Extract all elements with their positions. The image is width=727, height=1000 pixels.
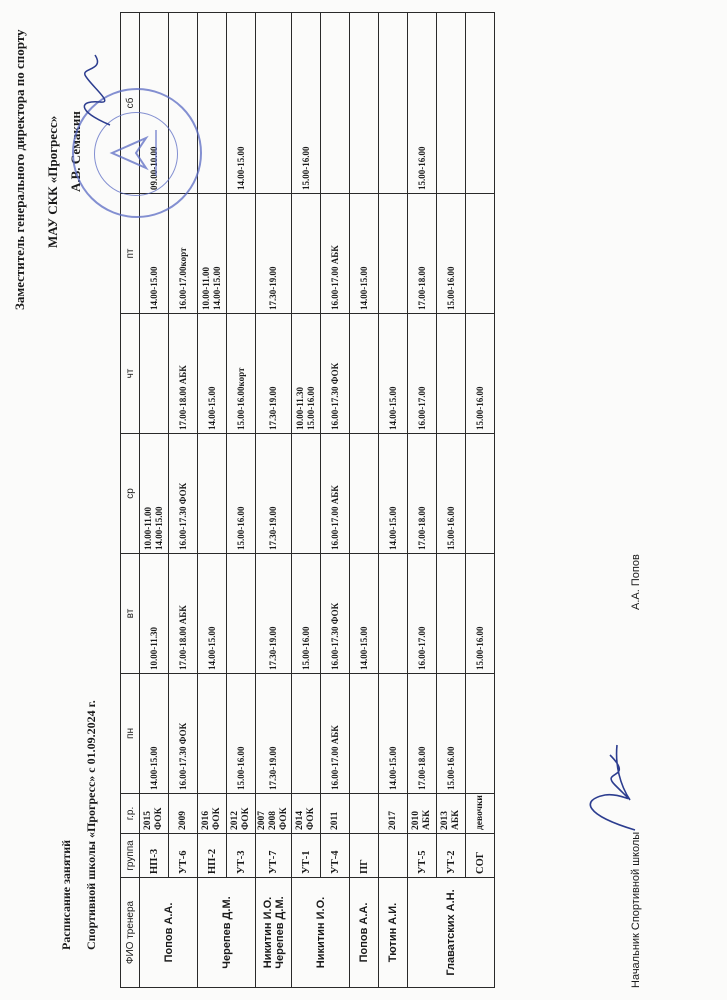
mon-cell: 15.00-16.00 [437,674,466,794]
wed-cell: 15.00-16.00 [437,434,466,554]
trainer-cell: Никитин И.О. [292,878,350,988]
trainer-cell: Попов А.А. [350,878,379,988]
header-group: группа [121,834,140,878]
approval-position: Заместитель генерального директора по спорту [12,29,27,310]
table-row [466,13,495,988]
mon-cell: 15.00-16.00 [227,674,256,794]
group-cell: УТ-6 [169,834,198,878]
group-cell: УТ-7 [256,834,292,878]
tue-cell: 17.00-18.00 АБК [169,554,198,674]
year-cell: 2015 ФОК [140,794,169,834]
header-sat: сб [121,13,140,194]
wed-cell [466,434,495,554]
year-cell: 2016 ФОК [198,794,227,834]
table-row [198,13,227,988]
table-row [321,13,350,988]
year-cell: девочки [466,794,495,834]
fri-cell [292,194,321,314]
thu-cell: 16.00-17.30 ФОК [321,314,350,434]
year-cell: 2012 ФОК [227,794,256,834]
thu-cell: 17.30-19.00 [256,314,292,434]
fri-cell [227,194,256,314]
year-cell [350,794,379,834]
sat-cell: 15.00-16.00 [408,13,437,194]
trainer-cell: Попов А.А. [140,878,198,988]
fri-cell [466,194,495,314]
wed-cell: 10.00-11.00 14.00-15.00 [140,434,169,554]
sat-cell: 09.00-10.00 [140,13,169,194]
table-row [256,13,292,988]
group-cell: СОГ [466,834,495,878]
fri-cell: 16.00-17.00 АБК [321,194,350,314]
fri-cell: 16.00-17.00корт [169,194,198,314]
thu-cell: 15.00-16.00корт [227,314,256,434]
header-trainer: ФИО тренера [121,878,140,988]
sat-cell [198,13,227,194]
sat-cell [466,13,495,194]
document-title: Расписание занятий [59,839,73,950]
fri-cell [379,194,408,314]
trainer-cell: Главатских А.Н. [408,878,495,988]
table-row [408,13,437,988]
table-row [437,13,466,988]
thu-cell: 10.00-11.30 15.00-16.00 [292,314,321,434]
thu-cell [437,314,466,434]
header-year: г.р. [121,794,140,834]
wed-cell [292,434,321,554]
sat-cell [437,13,466,194]
sat-cell [350,13,379,194]
table-row [227,13,256,988]
tue-cell: 15.00-16.00 [466,554,495,674]
fri-cell: 17.30-19.00 [256,194,292,314]
year-cell: 2017 [379,794,408,834]
tue-cell: 17.30-19.00 [256,554,292,674]
sat-cell [379,13,408,194]
thu-cell: 17.00-18.00 АБК [169,314,198,434]
tue-cell: 14.00-15.00 [350,554,379,674]
thu-cell: 15.00-16.00 [466,314,495,434]
header-thu: чт [121,314,140,434]
mon-cell: 17.00-18.00 [408,674,437,794]
group-cell: УТ-2 [437,834,466,878]
thu-cell: 16.00-17.00 [408,314,437,434]
group-cell: УТ-4 [321,834,350,878]
trainer-cell: Тютин А.И. [379,878,408,988]
group-cell: НП-2 [198,834,227,878]
approval-signature-mark [70,50,120,130]
approval-organization: МАУ СКК «Прогресс» [45,115,60,248]
tue-cell [227,554,256,674]
year-cell: 2014 ФОК [292,794,321,834]
header-fri: пт [121,194,140,314]
fri-cell: 17.00-18.00 [408,194,437,314]
approval-signatory: А.В. Семакин [68,111,83,192]
group-cell: УТ-5 [408,834,437,878]
wed-cell [350,434,379,554]
header-wed: ср [121,434,140,554]
group-cell: УТ-3 [227,834,256,878]
mon-cell [350,674,379,794]
fri-cell: 10.00-11.00 14.00-15.00 [198,194,227,314]
table-row [350,13,379,988]
mon-cell [292,674,321,794]
header-mon: пн [121,674,140,794]
tue-cell: 10.00-11.30 [140,554,169,674]
header-tue: вт [121,554,140,674]
fri-cell: 15.00-16.00 [437,194,466,314]
year-cell: 2009 [169,794,198,834]
wed-cell: 16.00-17.30 ФОК [169,434,198,554]
fri-cell: 14.00-15.00 [140,194,169,314]
thu-cell: 14.00-15.00 [198,314,227,434]
wed-cell: 17.30-19.00 [256,434,292,554]
signature-mark [575,740,650,840]
sat-cell: 14.00-15.00 [227,13,256,194]
year-cell: 2011 [321,794,350,834]
group-cell: НП-3 [140,834,169,878]
sat-cell [256,13,292,194]
table-row [292,13,321,988]
year-cell: 2013 АБК [437,794,466,834]
tue-cell: 16.00-17.00 [408,554,437,674]
trainer-cell: Черепев Д.М. [198,878,256,988]
footer-position: Начальник Спортивной школы [630,831,642,988]
thu-cell: 14.00-15.00 [379,314,408,434]
mon-cell: 16.00-17.00 АБК [321,674,350,794]
wed-cell: 15.00-16.00 [227,434,256,554]
wed-cell: 16.00-17.00 АБК [321,434,350,554]
mon-cell: 14.00-15.00 [379,674,408,794]
thu-cell [350,314,379,434]
wed-cell: 17.00-18.00 [408,434,437,554]
sat-cell [321,13,350,194]
sat-cell: 15.00-16.00 [292,13,321,194]
tue-cell: 16.00-17.30 ФОК [321,554,350,674]
group-cell [379,834,408,878]
trainer-cell: Никитин И.О. Черепев Д.М. [256,878,292,988]
footer-name: А.А. Попов [630,554,642,610]
group-cell: ПГ [350,834,379,878]
year-cell: 2007 2008 ФОК [256,794,292,834]
mon-cell: 14.00-15.00 [140,674,169,794]
mon-cell: 16.00-17.30 ФОК [169,674,198,794]
fri-cell: 14.00-15.00 [350,194,379,314]
thu-cell [140,314,169,434]
mon-cell: 17.30-19.00 [256,674,292,794]
tue-cell [437,554,466,674]
mon-cell [466,674,495,794]
tue-cell [379,554,408,674]
tue-cell: 15.00-16.00 [292,554,321,674]
document-subtitle: Спортивной школы «Прогресс» с 01.09.2024 г. [84,700,98,950]
group-cell: УТ-1 [292,834,321,878]
tue-cell: 14.00-15.00 [198,554,227,674]
table-row [379,13,408,988]
year-cell: 2010 АБК [408,794,437,834]
wed-cell: 14.00-15.00 [379,434,408,554]
mon-cell [198,674,227,794]
wed-cell [198,434,227,554]
